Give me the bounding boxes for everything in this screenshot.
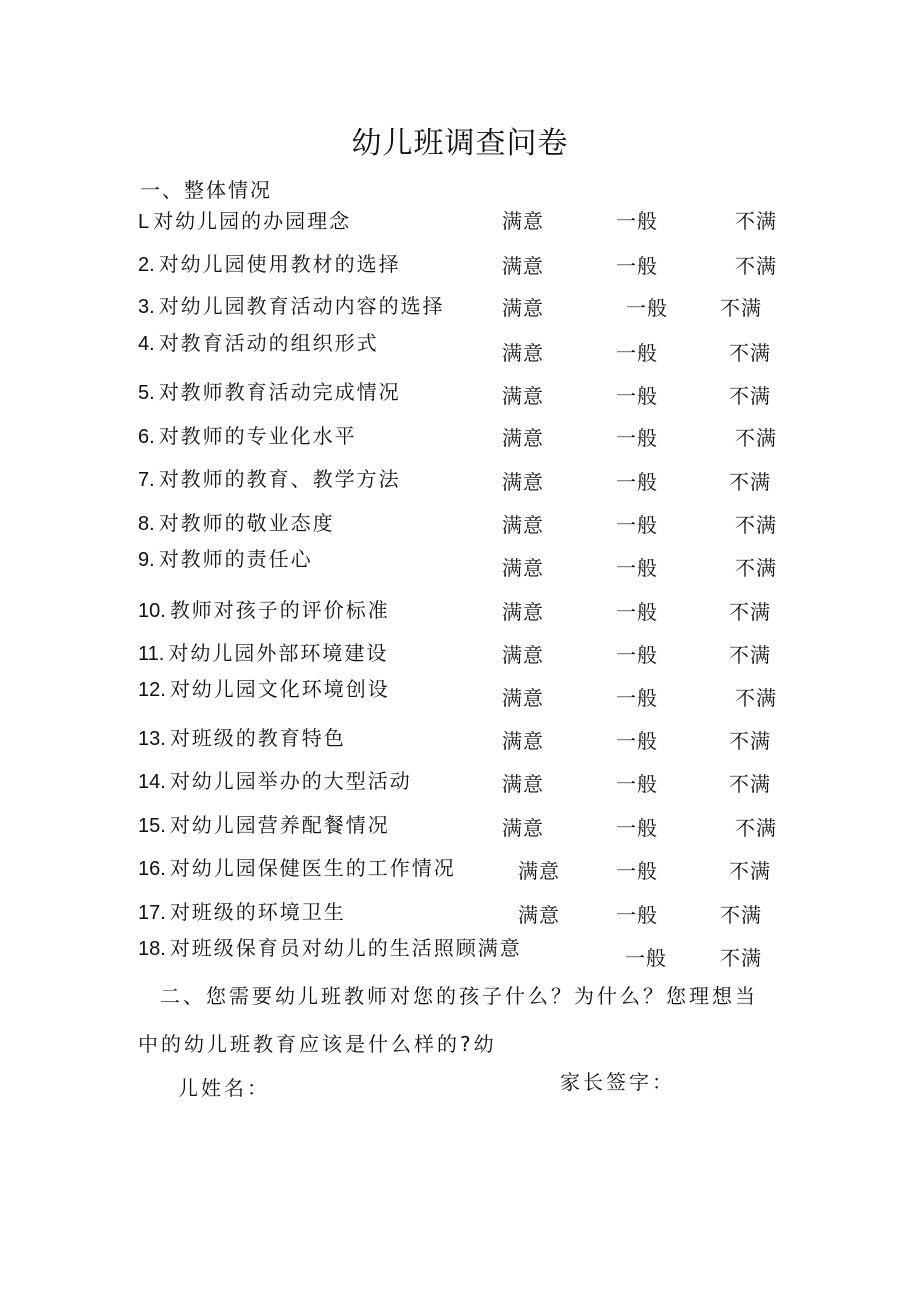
question-text bbox=[138, 765, 412, 794]
option-dissatisfied: 不满 bbox=[735, 686, 777, 710]
option-satisfied: 满意 bbox=[502, 643, 544, 667]
option-satisfied: 满意 bbox=[502, 729, 544, 753]
question-label: 对幼儿园文化环境创设 bbox=[169, 677, 390, 701]
question-label: 对教师的专业化水平 bbox=[158, 424, 357, 448]
question-label: 对教师的责任心 bbox=[158, 547, 313, 571]
question-number: 11. bbox=[138, 643, 165, 665]
question-text bbox=[138, 420, 357, 449]
option-dissatisfied: 不满 bbox=[720, 296, 762, 320]
question-number: 16. bbox=[138, 858, 166, 880]
question-label: 对幼儿园营养配餐情况 bbox=[169, 813, 390, 837]
question-label: 对班级的环境卫生 bbox=[169, 900, 346, 924]
option-average: 一般 bbox=[616, 643, 658, 667]
section-1-heading: 一、整体情况 bbox=[140, 178, 272, 202]
option-average: 一般 bbox=[616, 470, 658, 494]
question-number: 18. bbox=[138, 938, 166, 960]
question-label: 对教师教育活动完成情况 bbox=[158, 380, 401, 404]
option-satisfied: 满意 bbox=[502, 513, 544, 537]
option-average: 一般 bbox=[616, 600, 658, 624]
question-number: 3. bbox=[138, 296, 155, 318]
question-number: 7. bbox=[138, 469, 155, 491]
question-text bbox=[138, 507, 335, 536]
parent-signature-label: 家长签字： bbox=[560, 1070, 675, 1094]
option-satisfied: 满意 bbox=[502, 341, 544, 365]
question-number: L bbox=[138, 211, 150, 233]
option-satisfied: 满意 bbox=[502, 600, 544, 624]
option-satisfied: 满意 bbox=[502, 816, 544, 840]
question-text bbox=[138, 205, 351, 234]
question-label: 对班级保育员对幼儿的生活照顾满意 bbox=[169, 936, 522, 960]
question-text bbox=[138, 932, 522, 961]
question-label: 对幼儿园的办园理念 bbox=[153, 209, 352, 233]
option-satisfied: 满意 bbox=[502, 254, 544, 278]
option-average: 一般 bbox=[616, 209, 658, 233]
question-text bbox=[138, 290, 445, 319]
question-text bbox=[138, 327, 379, 356]
question-text bbox=[138, 637, 388, 666]
option-average: 一般 bbox=[616, 772, 658, 796]
option-satisfied: 满意 bbox=[502, 426, 544, 450]
question-label: 对教师的教育、教学方法 bbox=[158, 467, 401, 491]
question-number: 15. bbox=[138, 815, 166, 837]
option-dissatisfied: 不满 bbox=[735, 513, 777, 537]
question-text bbox=[138, 376, 401, 405]
question-text bbox=[138, 852, 456, 881]
option-average: 一般 bbox=[616, 556, 658, 580]
question-number: 17. bbox=[138, 902, 166, 924]
option-average: 一般 bbox=[616, 341, 658, 365]
question-text bbox=[138, 543, 313, 572]
option-average: 一般 bbox=[616, 903, 658, 927]
option-satisfied: 满意 bbox=[502, 556, 544, 580]
option-average: 一般 bbox=[616, 513, 658, 537]
question-label: 对幼儿园教育活动内容的选择 bbox=[158, 294, 445, 318]
question-label: 对幼儿园使用教材的选择 bbox=[158, 252, 401, 276]
question-number: 4. bbox=[138, 333, 155, 355]
child-name-label: 儿姓名： bbox=[178, 1076, 270, 1100]
option-satisfied: 满意 bbox=[518, 903, 560, 927]
question-text bbox=[138, 248, 401, 277]
question-label: 对班级的教育特色 bbox=[169, 726, 346, 750]
question-number: 2. bbox=[138, 254, 155, 276]
question-number: 5. bbox=[138, 382, 155, 404]
option-satisfied: 满意 bbox=[502, 209, 544, 233]
question-text bbox=[138, 722, 346, 751]
option-satisfied: 满意 bbox=[518, 859, 560, 883]
question-label: 教师对孩子的评价标准 bbox=[169, 598, 390, 622]
question-number: 8. bbox=[138, 513, 155, 535]
option-satisfied: 满意 bbox=[502, 384, 544, 408]
option-satisfied: 满意 bbox=[502, 686, 544, 710]
option-dissatisfied: 不满 bbox=[735, 426, 777, 450]
section-2-question-line-2: 中的幼儿班教育应该是什么样的?幼 bbox=[138, 1032, 497, 1056]
question-text bbox=[138, 809, 390, 838]
question-text bbox=[138, 673, 390, 702]
option-dissatisfied: 不满 bbox=[729, 729, 771, 753]
option-dissatisfied: 不满 bbox=[729, 470, 771, 494]
question-label: 对教育活动的组织形式 bbox=[158, 331, 379, 355]
option-satisfied: 满意 bbox=[502, 772, 544, 796]
option-dissatisfied: 不满 bbox=[729, 341, 771, 365]
question-number: 12. bbox=[138, 679, 166, 701]
question-label: 对幼儿园保健医生的工作情况 bbox=[169, 856, 456, 880]
page-title: 幼儿班调查问卷 bbox=[351, 126, 569, 161]
option-average: 一般 bbox=[616, 729, 658, 753]
option-dissatisfied: 不满 bbox=[729, 859, 771, 883]
question-text bbox=[138, 463, 401, 492]
option-dissatisfied: 不满 bbox=[729, 772, 771, 796]
question-text bbox=[138, 896, 346, 925]
option-average: 一般 bbox=[616, 384, 658, 408]
option-dissatisfied: 不满 bbox=[735, 816, 777, 840]
question-number: 13. bbox=[138, 728, 166, 750]
option-dissatisfied: 不满 bbox=[729, 600, 771, 624]
option-dissatisfied: 不满 bbox=[735, 556, 777, 580]
question-label: 对教师的敬业态度 bbox=[158, 511, 335, 535]
question-number: 6. bbox=[138, 426, 155, 448]
option-dissatisfied: 不满 bbox=[720, 946, 762, 970]
question-label: 对幼儿园外部环境建设 bbox=[168, 641, 389, 665]
question-number: 10. bbox=[138, 600, 166, 622]
question-text bbox=[138, 594, 390, 623]
option-average: 一般 bbox=[616, 686, 658, 710]
option-dissatisfied: 不满 bbox=[729, 384, 771, 408]
option-average: 一般 bbox=[616, 859, 658, 883]
option-satisfied: 满意 bbox=[502, 296, 544, 320]
section-2-question-line-1: 二、您需要幼儿班教师对您的孩子什么？为什么？您理想当 bbox=[160, 984, 758, 1008]
question-number: 14. bbox=[138, 771, 166, 793]
option-dissatisfied: 不满 bbox=[735, 254, 777, 278]
option-satisfied: 满意 bbox=[502, 470, 544, 494]
option-dissatisfied: 不满 bbox=[735, 209, 777, 233]
option-average: 一般 bbox=[616, 426, 658, 450]
question-label: 对幼儿园举办的大型活动 bbox=[169, 769, 412, 793]
option-dissatisfied: 不满 bbox=[729, 643, 771, 667]
question-number: 9. bbox=[138, 549, 155, 571]
option-average: 一般 bbox=[616, 254, 658, 278]
option-dissatisfied: 不满 bbox=[720, 903, 762, 927]
option-average: 一般 bbox=[625, 946, 667, 970]
option-average: 一般 bbox=[616, 816, 658, 840]
option-average: 一般 bbox=[626, 296, 668, 320]
